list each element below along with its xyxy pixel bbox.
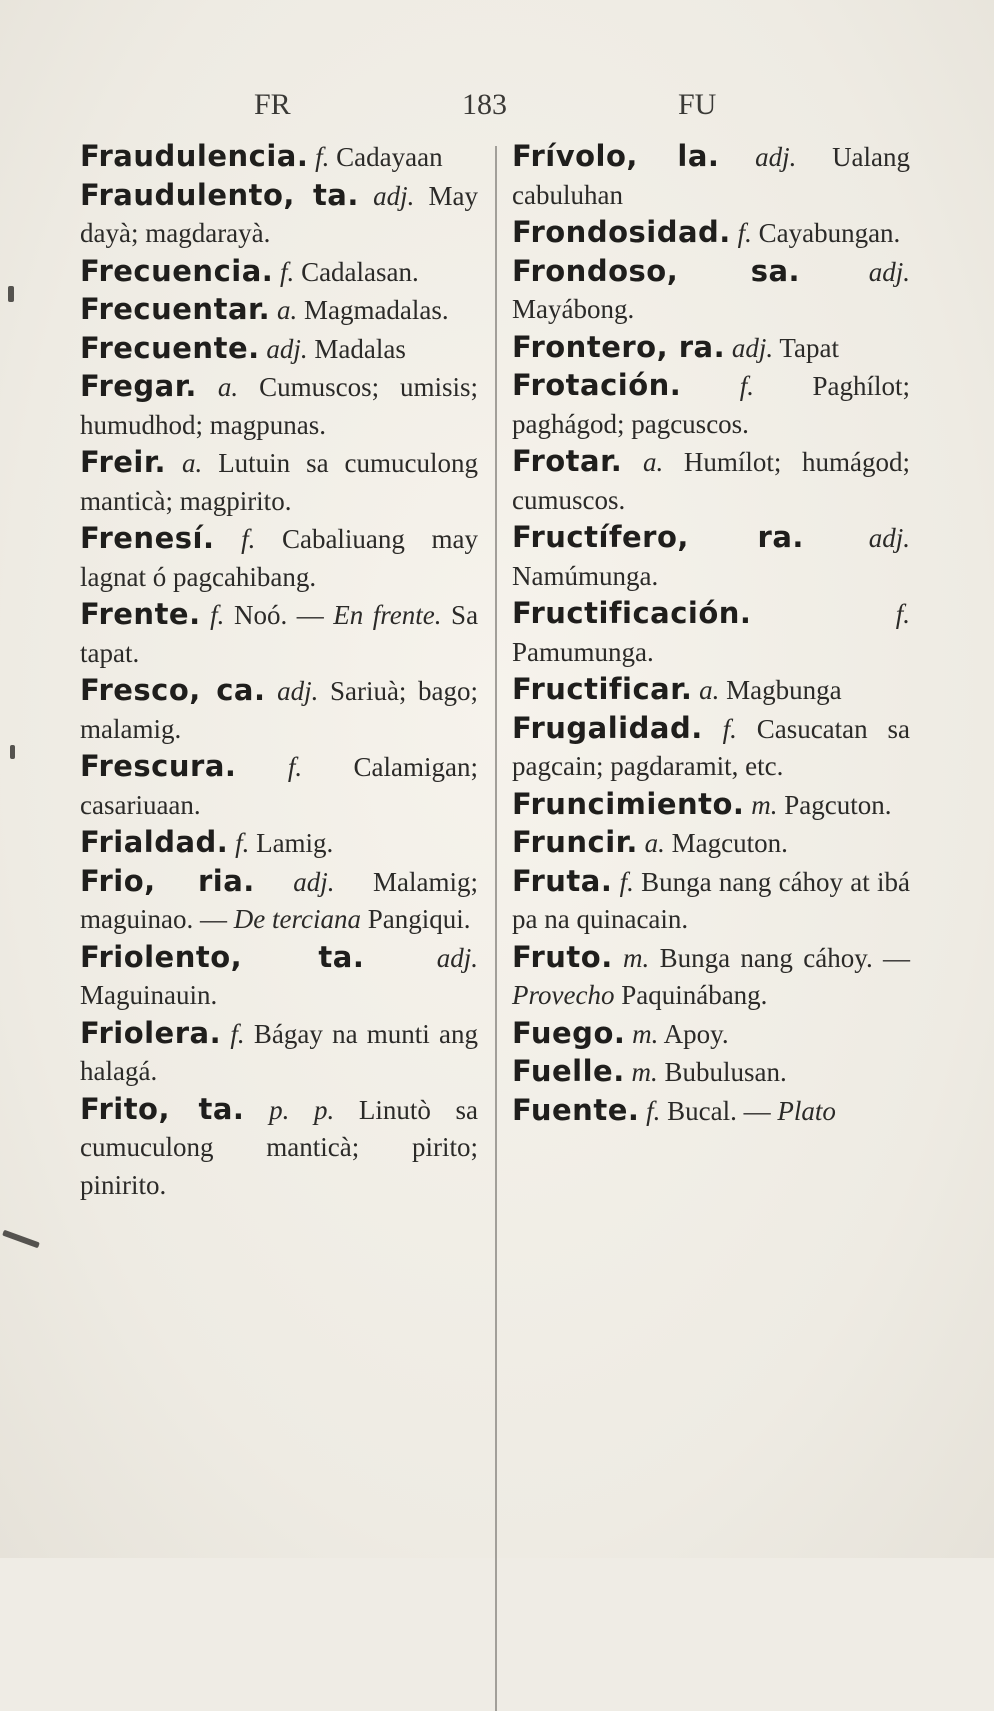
dictionary-entry [80, 291, 478, 330]
dictionary-entry [512, 329, 910, 368]
definition: Pamumunga. [512, 636, 654, 667]
sub-prefix: — [296, 600, 324, 630]
definition: Cadayaan [336, 142, 443, 172]
headword: Fregar. [80, 369, 197, 403]
dictionary-entry [80, 939, 478, 1015]
headword: Frecuentar. [80, 292, 271, 326]
headword: Fruta. [512, 863, 613, 898]
dictionary-entry [512, 1015, 910, 1054]
dictionary-entry [512, 1053, 910, 1092]
definition: Apoy. [663, 1018, 729, 1049]
header-right-guide: FU [678, 88, 717, 121]
dictionary-entry [512, 671, 910, 710]
dictionary-entry [80, 253, 478, 292]
definition: Lutuin sa cumuculong manticà; magpirito. [80, 448, 479, 516]
dictionary-entry [80, 863, 478, 939]
definition: Madalas [314, 333, 406, 364]
dictionary-entry [80, 672, 478, 748]
column-rule [495, 146, 497, 1711]
headword: Fraudulencia. [80, 139, 309, 173]
headword: Frívolo, la. [512, 139, 720, 173]
headword: Frente. [80, 597, 201, 631]
definition: Magcuton. [671, 828, 788, 858]
definition: Maguinauin. [80, 980, 218, 1010]
definition: Bubulusan. [664, 1057, 787, 1087]
sub-prefix: — [883, 942, 911, 973]
dictionary-entry [512, 710, 910, 786]
sub-definition: Paquinábang. [621, 980, 768, 1010]
definition: Humílot; humágod; cumuscos. [512, 447, 911, 515]
part-of-speech: a. [182, 448, 203, 478]
headword: Frio, ria. [80, 863, 255, 898]
headword: Fuelle. [512, 1054, 625, 1088]
part-of-speech: f. [722, 713, 737, 744]
part-of-speech: a. [642, 447, 664, 477]
margin-speck [8, 286, 14, 302]
page-number: 183 [462, 88, 507, 121]
part-of-speech: adj. [755, 142, 797, 172]
definition: Pagcuton. [784, 789, 892, 820]
dictionary-entry [80, 368, 478, 444]
sub-definition: Pangiqui. [367, 904, 471, 934]
headword: Frondoso, sa. [512, 253, 801, 288]
sub-definition: Sa tapat. [80, 600, 479, 668]
part-of-speech: f. [895, 599, 910, 629]
headword: Fructífero, ra. [512, 520, 804, 554]
dictionary-entry [512, 443, 910, 519]
definition: Cayabungan. [758, 218, 901, 248]
definition: Ualang cabuluhan [512, 142, 911, 210]
dictionary-entry [512, 595, 910, 671]
part-of-speech: adj. [373, 180, 415, 211]
part-of-speech: f. [315, 142, 330, 172]
dictionary-entry [512, 138, 910, 214]
definition: Calamigan; casariuaan. [80, 752, 478, 820]
headword: Frecuente. [80, 330, 260, 365]
part-of-speech: f. [280, 256, 295, 287]
definition: Malamig; maguinao. [80, 866, 479, 934]
dictionary-entry [512, 519, 910, 595]
dictionary-entry [80, 444, 478, 520]
dictionary-entry [80, 138, 478, 177]
part-of-speech: adj. [731, 332, 774, 363]
definition: Paghílot; paghágod; pagcuscos. [512, 371, 910, 439]
definition: Tapat [779, 332, 839, 363]
headword: Fresco, ca. [80, 673, 266, 707]
part-of-speech: f. [241, 524, 256, 554]
part-of-speech: adj. [293, 866, 335, 897]
definition: Bágay na munti ang halagá. [80, 1018, 479, 1086]
headword: Frialdad. [80, 825, 229, 859]
part-of-speech: m. [751, 789, 778, 820]
headword: Frontero, ra. [512, 329, 726, 364]
part-of-speech: m. [623, 942, 650, 973]
headword: Fraudulento, ta. [80, 177, 359, 212]
headword: Frito, ta. [80, 1091, 245, 1126]
part-of-speech: adj. [266, 333, 308, 364]
part-of-speech: f. [210, 600, 225, 630]
part-of-speech: f. [737, 218, 752, 248]
dictionary-entry [80, 1015, 478, 1091]
definition: Bucal. [667, 1095, 737, 1126]
definition: Linutò sa cumuculong manticà; pirito; pinirito. [80, 1094, 478, 1200]
sub-entry: Plato [777, 1095, 836, 1126]
part-of-speech: a. [217, 372, 239, 402]
part-of-speech: a. [276, 295, 298, 325]
headword: Fruto. [512, 939, 613, 974]
headword: Frondosidad. [512, 215, 731, 249]
part-of-speech: adj. [277, 676, 319, 706]
left-column [80, 138, 478, 1204]
headword: Frescura. [80, 749, 237, 783]
headword: Fructificación. [512, 596, 752, 630]
headword: Fuente. [512, 1092, 640, 1127]
part-of-speech: adj. [868, 256, 911, 287]
headword: Friolera. [80, 1015, 222, 1050]
headword: Frugalidad. [512, 710, 703, 745]
headword: Fructificar. [512, 672, 693, 706]
running-header [0, 88, 994, 128]
definition: Casucatan sa pagcain; pagdaramit, etc. [512, 713, 911, 781]
definition: Mayábong. [512, 294, 635, 324]
header-left-guide: FR [254, 88, 291, 121]
part-of-speech: f. [739, 371, 755, 401]
part-of-speech: f. [646, 1095, 661, 1126]
dictionary-entry [512, 824, 910, 863]
dictionary-entry [512, 863, 910, 939]
part-of-speech: a. [644, 828, 665, 858]
dictionary-entry [512, 939, 910, 1015]
dictionary-entry [512, 367, 910, 443]
dictionary-entry [80, 330, 478, 369]
sub-entry: Provecho [512, 980, 615, 1010]
dictionary-entry [80, 824, 478, 863]
headword: Friolento, ta. [80, 939, 365, 974]
dictionary-entry [512, 253, 910, 329]
headword: Frotación. [512, 368, 682, 402]
headword: Frenesí. [80, 521, 215, 555]
headword: Fruncir. [512, 825, 638, 859]
sub-prefix: — [199, 904, 227, 934]
headword: Fruncimiento. [512, 786, 745, 821]
margin-speck [10, 745, 15, 759]
part-of-speech: f. [235, 828, 250, 858]
dictionary-entry [80, 748, 478, 824]
part-of-speech: a. [699, 675, 720, 705]
definition: Lamig. [256, 828, 334, 858]
definition: Bunga nang cáhoy. [659, 942, 873, 973]
headword: Freir. [80, 445, 167, 479]
part-of-speech: f. [230, 1018, 245, 1049]
sub-prefix: — [743, 1095, 771, 1126]
sub-entry: De terciana [233, 904, 361, 934]
margin-mark [2, 1230, 40, 1249]
dictionary-entry [80, 177, 478, 253]
definition: Noó. [233, 600, 288, 630]
definition: Magbunga [726, 675, 842, 705]
dictionary-entry [80, 596, 478, 672]
dictionary-entry [512, 214, 910, 253]
dictionary-entry [80, 1091, 478, 1205]
part-of-speech: adj. [868, 523, 910, 553]
part-of-speech: m. [632, 1018, 659, 1049]
definition: Cadalasan. [301, 256, 419, 287]
definition: Magmadalas. [303, 295, 449, 325]
part-of-speech: f. [619, 866, 634, 897]
headword: Frecuencia. [80, 253, 274, 288]
headword: Frotar. [512, 444, 623, 478]
definition: Cabaliuang may lagnat ó pagcahibang. [80, 524, 479, 592]
definition: Bunga nang cáhoy at ibá pa na quinacain. [512, 866, 911, 934]
definition: Namúmunga. [512, 560, 659, 591]
dictionary-entry [80, 520, 478, 596]
part-of-speech: f. [287, 752, 303, 782]
part-of-speech: m. [631, 1057, 658, 1087]
right-column [512, 138, 910, 1130]
headword: Fuego. [512, 1015, 626, 1050]
definition: Sariuà; bago; malamig. [80, 676, 478, 744]
part-of-speech: p. p. [269, 1094, 335, 1125]
sub-entry: En frente. [333, 600, 442, 630]
definition: Cumuscos; umisis; humudhod; magpunas. [80, 372, 479, 440]
part-of-speech: adj. [436, 942, 478, 973]
definition: May dayà; magdarayà. [80, 180, 479, 248]
dictionary-entry [512, 1092, 910, 1131]
dictionary-entry [512, 786, 910, 825]
